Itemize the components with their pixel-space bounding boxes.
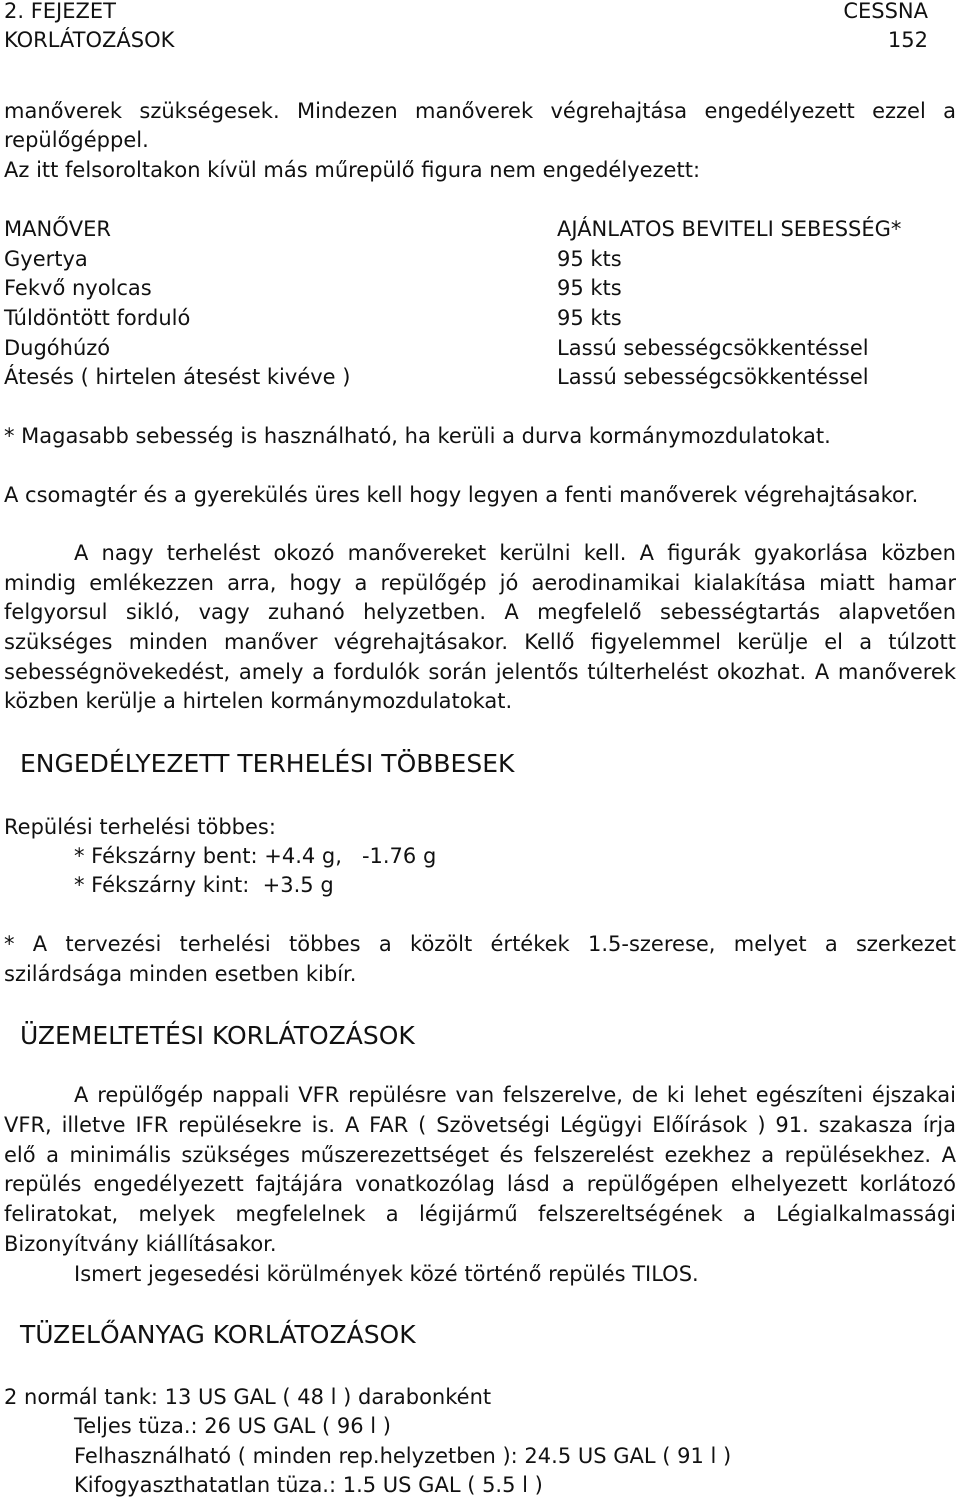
- speed-footnote: * Magasabb sebesség is használható, ha kerüli a durva kormánymozdulatokat.: [4, 424, 831, 448]
- flaps-out-limits: * Fékszárny kint: +3.5 g: [74, 873, 334, 897]
- maneuver-name: Túldöntött forduló: [4, 306, 191, 330]
- paragraph-line: mindig emlékezzen arra, hogy a repülőgép jó aerodinamikai kialakítása miatt hamar: [4, 571, 956, 595]
- maneuver-name: Fekvő nyolcas: [4, 276, 152, 300]
- intro-line-1: manőverek szükségesek. Mindezen manőverek végrehajtása engedélyezett ezzel a: [4, 99, 956, 123]
- fuel-tanks: 2 normál tank: 13 US GAL ( 48 l ) darabonként: [4, 1385, 492, 1409]
- intro-line-2: repülőgéppel.: [4, 128, 149, 152]
- fuel-heading: TÜZELŐANYAG KORLÁTOZÁSOK: [20, 1320, 416, 1349]
- load-factor-label: Repülési terhelési többes:: [4, 815, 276, 839]
- header-brand: CESSNA: [843, 0, 928, 23]
- paragraph-line: A nagy terhelést okozó manővereket kerülni kell. A figurák gyakorlása közben: [74, 541, 956, 565]
- intro-line-3: Az itt felsoroltakon kívül más műrepülő figura nem engedélyezett:: [4, 158, 701, 182]
- flaps-in-limits: * Fékszárny bent: +4.4 g, -1.76 g: [74, 844, 437, 868]
- paragraph-line: szükséges minden manőver végrehajtásakor. Kellő figyelemmel kerülje el a túlzott: [4, 630, 956, 654]
- paragraph-line: repülés engedélyezett fajtájára vonatkozólag lásd a repülőgépen elhelyezett korlátozó: [4, 1172, 956, 1196]
- design-load-note-line-1: * A tervezési terhelési többes a közölt értékek 1.5-szerese, melyet a szerkezet: [4, 932, 956, 956]
- design-load-note-line-2: szilárdsága minden esetben kibír.: [4, 962, 357, 986]
- header-chapter: 2. FEJEZET: [4, 0, 117, 23]
- maneuver-speed: Lassú sebességcsökkentéssel: [557, 365, 869, 389]
- paragraph-line: elő a minimális szükséges műszerezettséget és felszerelést ezekhez a repülésekhez. A: [4, 1143, 956, 1167]
- fuel-unusable: Kifogyaszthatatlan tüza.: 1.5 US GAL ( 5.5 l ): [74, 1473, 543, 1497]
- paragraph-line: A repülőgép nappali VFR repülésre van felszerelve, de ki lehet egészíteni éjszakai: [74, 1083, 956, 1107]
- fuel-total: Teljes tüza.: 26 US GAL ( 96 l ): [74, 1414, 391, 1438]
- operation-heading: ÜZEMELTETÉSI KORLÁTOZÁSOK: [20, 1021, 415, 1050]
- maneuver-speed: 95 kts: [557, 247, 622, 271]
- load-factor-heading: ENGEDÉLYEZETT TERHELÉSI TÖBBESEK: [20, 749, 515, 778]
- fuel-usable: Felhasználható ( minden rep.helyzetben ): 24.5 US GAL ( 91 l ): [74, 1444, 732, 1468]
- maneuver-speed: Lassú sebességcsökkentéssel: [557, 336, 869, 360]
- paragraph-line: sebességnövekedést, amely a fordulók során jelentős túlterhelést okozhat. A manőverek: [4, 660, 956, 684]
- paragraph-line: Bizonyítvány kiállításakor.: [4, 1232, 277, 1256]
- paragraph-line: felgyorsul sikló, vagy zuhanó helyzetben. A megfelelő sebességtartás alapvetően: [4, 600, 956, 624]
- baggage-note: A csomagtér és a gyerekülés üres kell hogy legyen a fenti manőverek végrehajtásakor.: [4, 483, 919, 507]
- icing-warning: Ismert jegesedési körülmények közé történő repülés TILOS.: [74, 1262, 699, 1286]
- maneuver-name: Dugóhúzó: [4, 336, 111, 360]
- paragraph-line: közben kerülje a hirtelen kormánymozdulatokat.: [4, 689, 513, 713]
- speed-column-header: AJÁNLATOS BEVITELI SEBESSÉG*: [557, 217, 902, 241]
- paragraph-line: VFR, illetve IFR repülésekre is. A FAR ( Szövetségi Légügyi Előírások ) 91. szakasza írja: [4, 1113, 956, 1137]
- maneuver-speed: 95 kts: [557, 306, 622, 330]
- header-page-number: 152: [887, 28, 928, 52]
- maneuver-column-header: MANŐVER: [4, 217, 111, 241]
- header-section: KORLÁTOZÁSOK: [4, 28, 175, 52]
- maneuver-speed: 95 kts: [557, 276, 622, 300]
- maneuver-name: Gyertya: [4, 247, 88, 271]
- paragraph-line: feliratokat, melyek megfelelnek a légijármű felszereltségének a Légialkalmassági: [4, 1202, 956, 1226]
- maneuver-name: Átesés ( hirtelen átesést kivéve ): [4, 365, 351, 389]
